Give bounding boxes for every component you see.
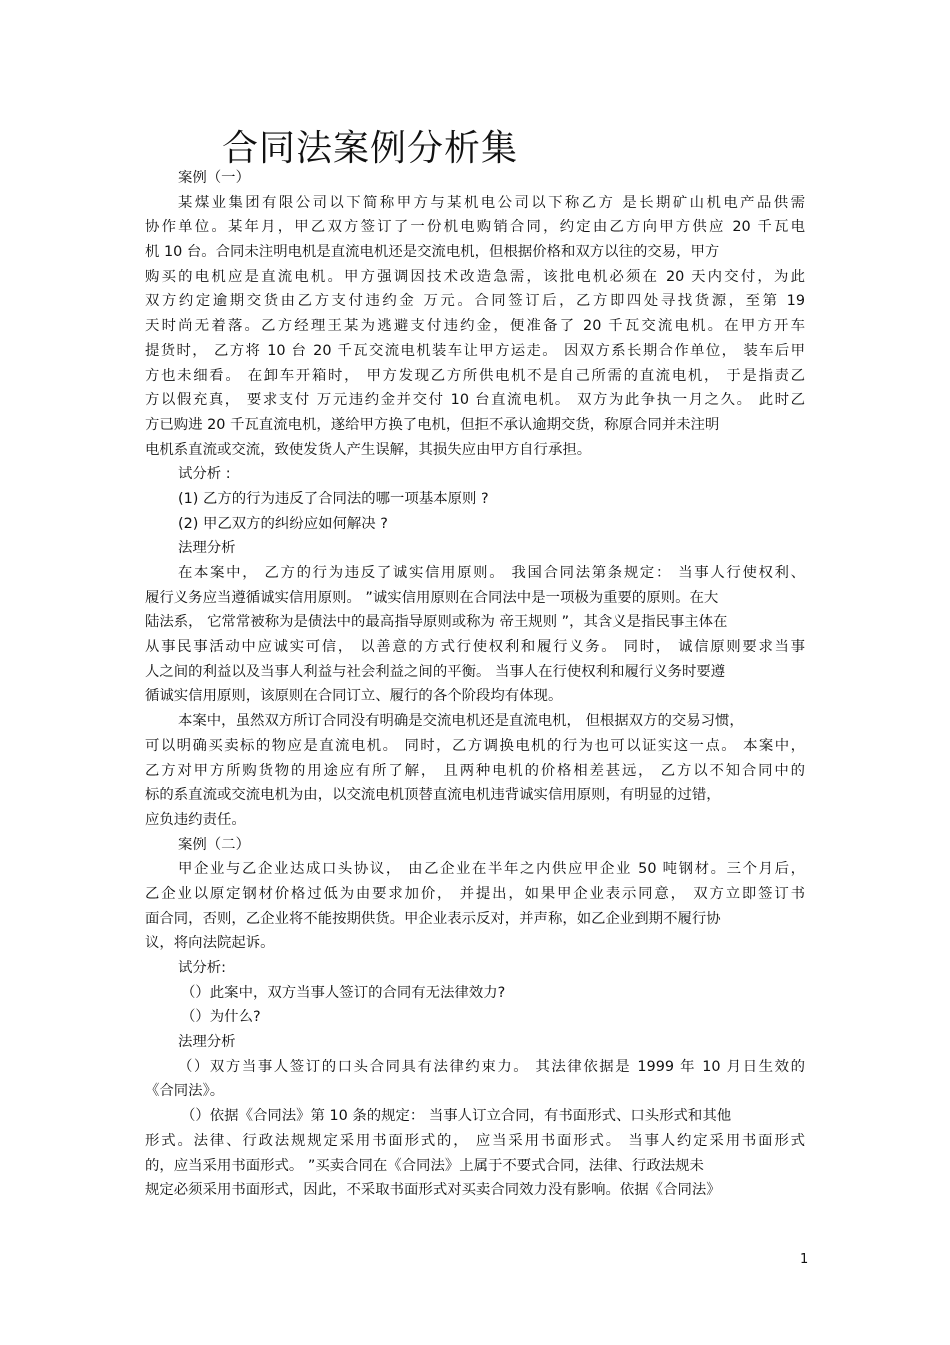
paragraph-line: 提货时， 乙方将 10 台 20 千瓦交流电机装车让甲方运走。 因双方系长期合作单位， 装车后甲 (145, 342, 805, 359)
paragraph-line: 可以明确买卖标的物应是直流电机。 同时，乙方调换电机的行为也可以证实这一点。 本案中， (145, 737, 805, 754)
paragraph-line: 本案中，虽然双方所订合同没有明确是交流电机还是直流电机， 但根据双方的交易习惯， (178, 713, 744, 730)
paragraph-line: 标的系直流或交流电机为由，以交流电机顶替直流电机违背诚实信用原则，有明显的过错， (145, 787, 721, 804)
question-heading: 试分析 : (178, 466, 231, 483)
analysis-heading: 法理分析 (178, 540, 236, 557)
page-number: 1 (800, 1252, 809, 1267)
paragraph-line: 甲企业与乙企业达成口头协议， 由乙企业在半年之内供应甲企业 50 吨钢材。三个月后， (178, 861, 805, 878)
document-title: 合同法案例分析集 (222, 128, 519, 169)
paragraph-line: 面合同，否则，乙企业将不能按期供货。甲企业表示反对，并声称，如乙企业到期不履行协 (145, 910, 721, 927)
paragraph-line: 协作单位。某年月，甲乙双方签订了一份机电购销合同，约定由乙方向甲方供应 20 千瓦电 (145, 219, 805, 236)
analysis-heading: 法理分析 (178, 1034, 236, 1051)
paragraph-line: 从事民事活动中应诚实可信， 以善意的方式行使权利和履行义务。 同时， 诚信原则要求当事 (145, 639, 805, 656)
paragraph-line: 方已购进 20 千瓦直流电机，遂给甲方换了电机，但拒不承认逾期交货，称原合同并未注明 (145, 416, 720, 433)
paragraph-line: 应负违约责任。 (145, 811, 246, 828)
paragraph-line: 议，将向法院起诉。 (145, 935, 275, 952)
paragraph-line: 人之间的利益以及当事人利益与社会利益之间的平衡。 当事人在行使权利和履行义务时要遵 (145, 663, 726, 680)
paragraph-line: 规定必须采用书面形式，因此，不采取书面形式对买卖合同效力没有影响。依据《合同法》 (145, 1182, 721, 1199)
paragraph-line: 《合同法》。 (145, 1083, 225, 1100)
paragraph-line: 陆法系， 它常常被称为是债法中的最高指导原则或称为 帝王规则 ”，其含义是指民事主体在 (145, 614, 728, 631)
section-heading: 案例（二） (178, 836, 250, 853)
question-item: （）此案中，双方当事人签订的合同有无法律效力? (181, 984, 506, 1001)
paragraph-line: 在本案中， 乙方的行为违反了诚实信用原则。 我国合同法第条规定： 当事人行使权利、 (178, 565, 805, 581)
paragraph-line: 双方约定逾期交货由乙方支付违约金 万元。合同签订后，乙方即四处寻找货源，至第 19 (145, 293, 805, 310)
paragraph-line: 履行义务应当遵循诚实信用原则。 ”诚实信用原则在合同法中是一项极为重要的原则。在大 (145, 589, 719, 606)
question-item: （）为什么? (181, 1009, 261, 1026)
paragraph-line: 的，应当采用书面形式。 ”买卖合同在《合同法》上属于不要式合同，法律、行政法规未 (145, 1157, 704, 1174)
paragraph-line: 电机系直流或交流，致使发货人产生误解，其损失应由甲方自行承担。 (145, 441, 592, 458)
paragraph-line: 循诚实信用原则，该原则在合同订立、履行的各个阶段均有体现。 (145, 688, 563, 705)
question-item: (2) 甲乙双方的纠纷应如何解决 ? (178, 515, 388, 532)
section-heading: 案例（一） (178, 170, 250, 186)
paragraph-line: 天时尚无着落。乙方经理王某为逃避支付违约金，便准备了 20 千瓦交流电机。在甲方开车 (145, 318, 805, 335)
question-item: (1) 乙方的行为违反了合同法的哪一项基本原则 ? (178, 490, 489, 507)
paragraph-line: 乙企业以原定钢材价格过低为由要求加价， 并提出，如果甲企业表示同意， 双方立即签订书 (145, 885, 805, 902)
paragraph-line: 方以假充真， 要求支付 万元违约金并交付 10 台直流电机。 双方为此争执一月之久。 此时乙 (145, 392, 805, 409)
paragraph-line: 方也未细看。 在卸车开箱时， 甲方发现乙方所供电机不是自己所需的直流电机， 于是指责乙 (145, 367, 805, 384)
question-heading: 试分析: (178, 960, 227, 976)
paragraph-line: 某煤业集团有限公司以下简称甲方与某机电公司以下称乙方 是长期矿山机电产品供需 (178, 194, 805, 211)
paragraph-line: 乙方对甲方所购货物的用途应有所了解， 且两种电机的价格相差甚远， 乙方以不知合同中的 (145, 762, 805, 779)
paragraph-line: 形式。法律、行政法规规定采用书面形式的， 应当采用书面形式。 当事人约定采用书面形式 (145, 1132, 805, 1149)
paragraph-line: 购买的电机应是直流电机。甲方强调因技术改造急需，该批电机必须在 20 天内交付，为此 (145, 268, 805, 285)
paragraph-line: （）依据《合同法》第 10 条的规定： 当事人订立合同，有书面形式、口头形式和其他 (181, 1108, 732, 1125)
document-body (145, 166, 805, 1203)
paragraph-line: （）双方当事人签订的口头合同具有法律约束力。 其法律依据是 1999 年 10 月日生效的 (178, 1058, 805, 1075)
paragraph-line: 机 10 台。合同未注明电机是直流电机还是交流电机，但根据价格和双方以往的交易，甲方 (145, 244, 720, 261)
